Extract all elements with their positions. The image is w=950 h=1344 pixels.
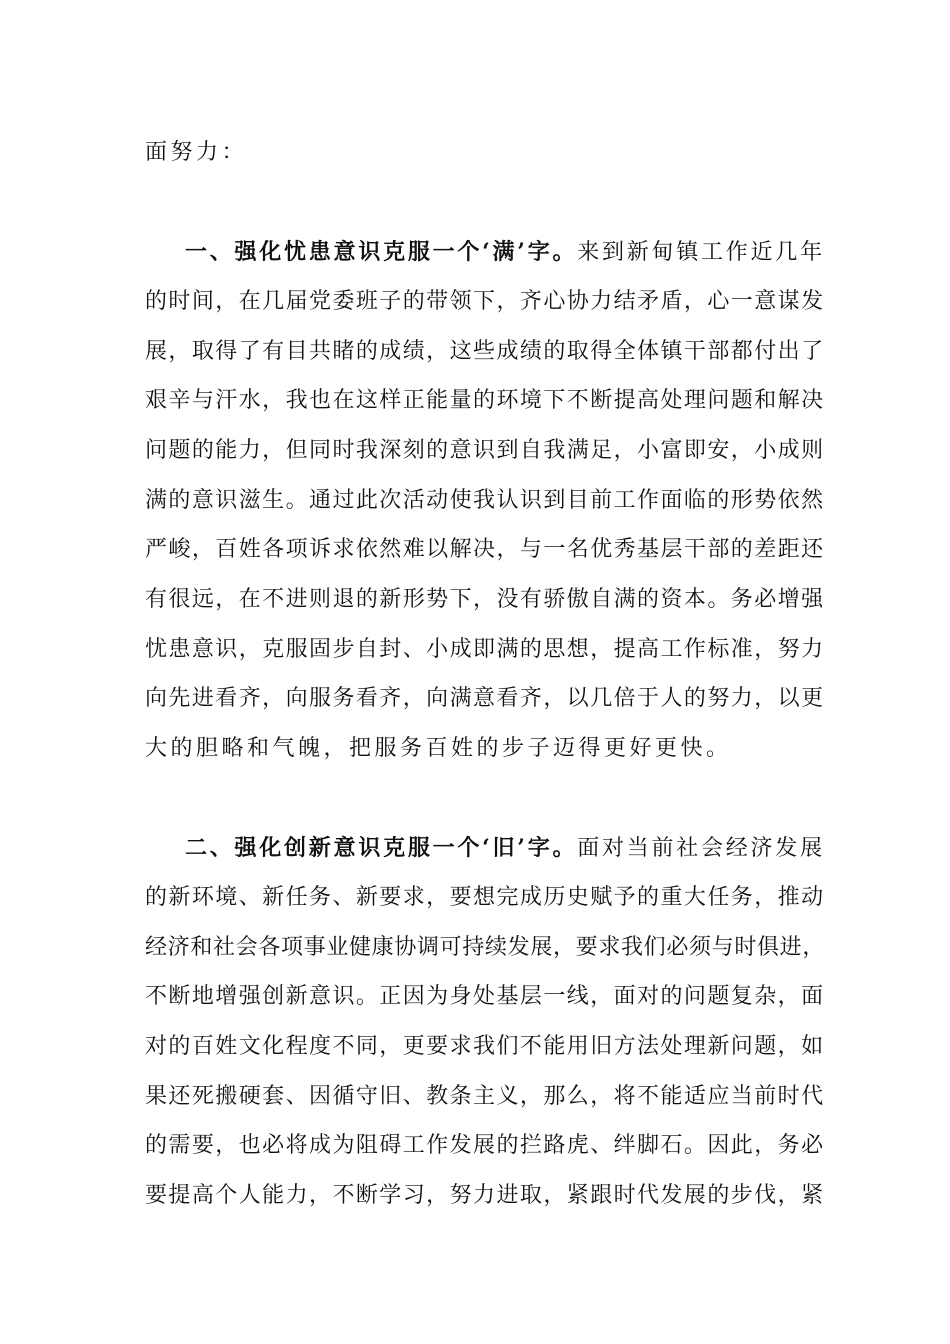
intro-line: 面努力： [145,140,248,165]
section-1-line-6: 严峻，百姓各项诉求依然难以解决，与一名优秀基层干部的差距还 [145,537,825,562]
section-2-line-5: 果还死搬硬套、因循守旧、教条主义，那么，将不能适应当前时代 [145,1084,825,1109]
section-2-line-1: 的新环境、新任务、新要求，要想完成历史赋予的重大任务，推动 [145,885,825,910]
section-1-line-5: 满的意识滋生。通过此次活动使我认识到目前工作面临的形势依然 [145,488,825,513]
section-1-heading: 一、强化忧患意识克服一个‘满’字。 [185,239,578,265]
section-1-line-1: 的时间，在几届党委班子的带领下，齐心协力结矛盾，心一意谋发 [145,289,825,314]
section-2-line-4: 对的百姓文化程度不同，更要求我们不能用旧方法处理新问题，如 [145,1034,825,1059]
section-1-line-3: 艰辛与汗水，我也在这样正能量的环境下不断提高处理问题和解决 [145,388,825,413]
section-1-line-10: 大的胆略和气魄，把服务百姓的步子迈得更好更快。 [145,736,732,761]
section-2-line-0: 面对当前社会经济发展 [577,836,825,861]
section-1-line-2: 展，取得了有目共睹的成绩，这些成绩的取得全体镇干部都付出了 [145,339,825,364]
section-1-first-line [185,237,825,268]
section-2-line-6: 的需要，也必将成为阻碍工作发展的拦路虎、绊脚石。因此，务必 [145,1133,825,1158]
section-1-line-7: 有很远，在不进则退的新形势下，没有骄傲自满的资本。务必增强 [145,587,825,612]
section-2-line-2: 经济和社会各项事业健康协调可持续发展，要求我们必须与时俱进， [145,935,826,960]
section-2-line-7: 要提高个人能力，不断学习，努力进取，紧跟时代发展的步伐，紧 [145,1183,825,1208]
section-1-line-9: 向先进看齐，向服务看齐，向满意看齐，以几倍于人的努力，以更 [145,686,825,711]
section-2-line-3: 不断地增强创新意识。正因为身处基层一线，面对的问题复杂，面 [145,984,825,1009]
section-2-heading: 二、强化创新意识克服一个‘旧’字。 [185,835,578,861]
section-2-first-line [185,833,825,864]
section-1-line-8: 忧患意识，克服固步自封、小成即满的思想，提高工作标准，努力 [145,637,825,662]
section-1-line-0: 来到新甸镇工作近几年 [577,240,825,265]
section-1-line-4: 问题的能力，但同时我深刻的意识到自我满足，小富即安，小成则 [145,438,825,463]
